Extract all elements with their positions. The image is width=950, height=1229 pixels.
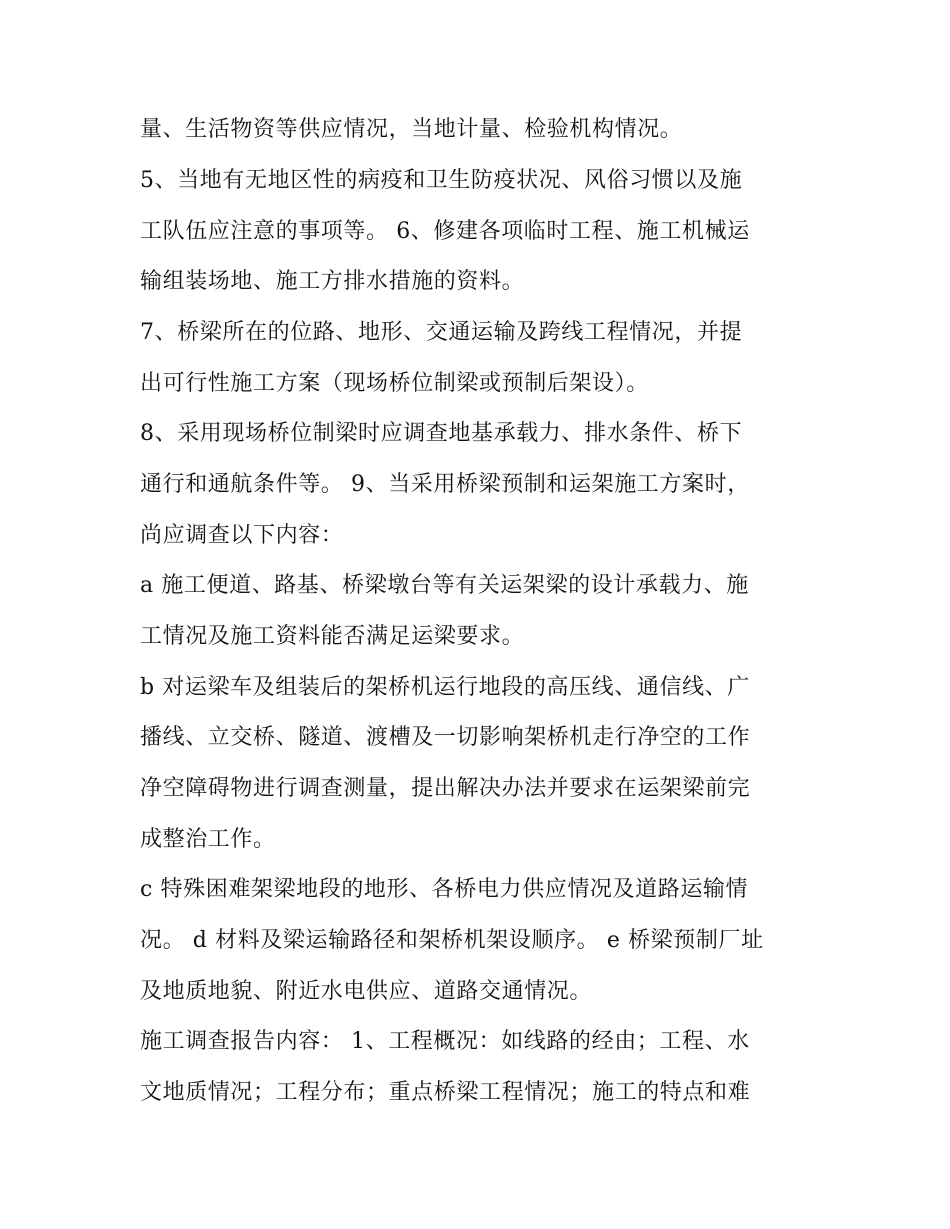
text-line: 出可行性施工方案（现场桥位制梁或预制后架设）。 (140, 371, 649, 396)
text-line: 文地质情况；工程分布；重点桥梁工程情况；施工的特点和难 (140, 1080, 751, 1105)
text-line: 通行和通航条件等。 9、当采用桥梁预制和运架施工方案时， (140, 472, 750, 497)
text-line: 成整治工作。 (140, 827, 276, 852)
text-line: b 对运梁车及组装后的架桥机运行地段的高压线、通信线、广 (140, 675, 750, 700)
text-line: 8、采用现场桥位制梁时应调查地基承载力、排水条件、桥下 (140, 421, 743, 446)
text-line: c 特殊困难架梁地段的地形、各桥电力供应情况及道路运输情 (140, 877, 749, 902)
text-line: 施工调查报告内容： 1、工程概况：如线路的经由；工程、水 (140, 1029, 750, 1054)
text-line: 况。 d 材料及梁运输路径和架桥机架设顺序。 e 桥梁预制厂址 (140, 928, 764, 953)
text-line: 输组装场地、施工方排水措施的资料。 (140, 269, 525, 294)
text-line: 播线、立交桥、隧道、渡槽及一切影响架桥机走行净空的工作 (140, 725, 751, 750)
text-line: 工情况及施工资料能否满足运梁要求。 (140, 624, 525, 649)
text-line: 7、桥梁所在的位路、地形、交通运输及跨线工程情况，并提 (140, 320, 743, 345)
text-line: 净空障碍物进行调查测量，提出解决办法并要求在运架梁前完 (140, 776, 751, 801)
text-line: a 施工便道、路基、桥梁墩台等有关运架梁的设计承载力、施 (140, 573, 749, 598)
text-line: 及地质地貌、附近水电供应、道路交通情况。 (140, 979, 593, 1004)
text-line: 5、当地有无地区性的病疫和卫生防疫状况、风俗习惯以及施 (140, 168, 743, 193)
text-line: 量、生活物资等供应情况，当地计量、检验机构情况。 (140, 117, 683, 142)
text-line: 工队伍应注意的事项等。 6、修建各项临时工程、施工机械运 (140, 219, 750, 244)
text-line: 尚应调查以下内容： (140, 523, 344, 548)
